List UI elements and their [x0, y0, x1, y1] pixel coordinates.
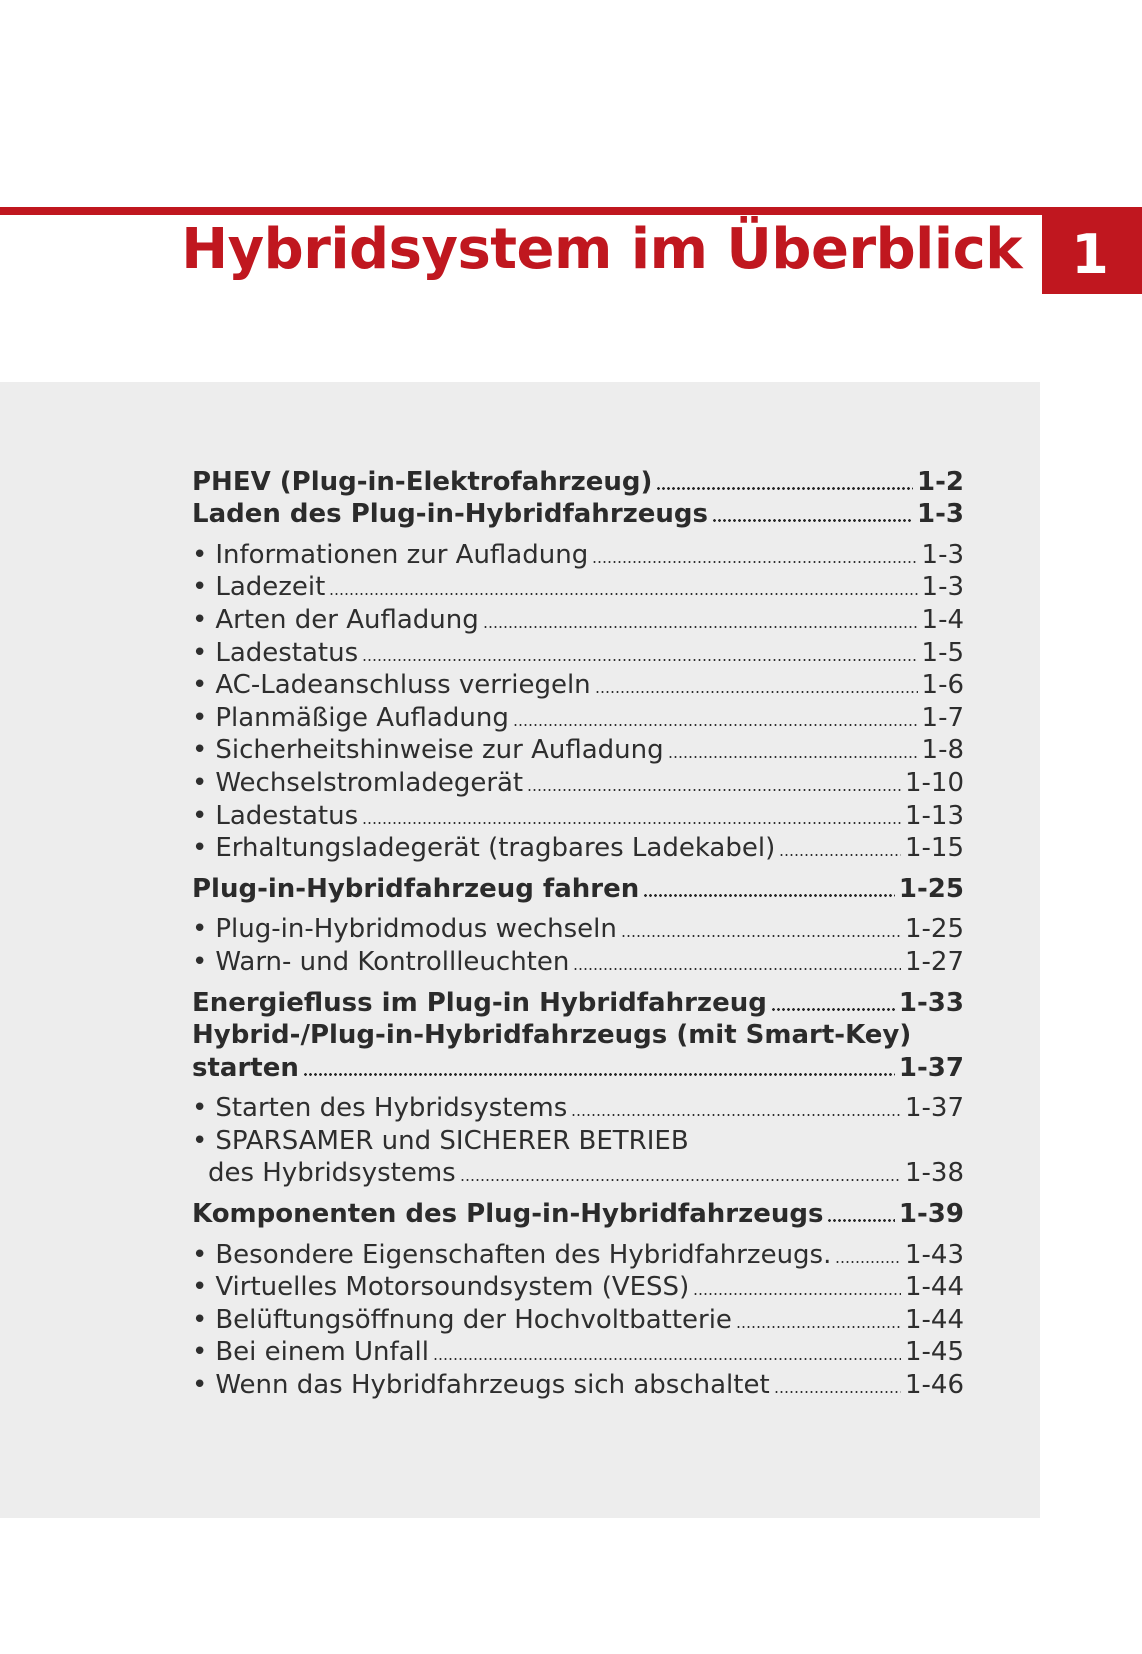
toc-leader-dots — [621, 935, 901, 937]
toc-entry[interactable] — [192, 766, 964, 799]
toc-leader-dots — [329, 593, 917, 595]
toc-entry-page: 1-8 — [921, 735, 964, 766]
toc-entry-label: Belüftungsöffnung der Hochvoltbatterie — [215, 1304, 732, 1335]
toc-entry[interactable] — [192, 1051, 964, 1084]
toc-entry[interactable] — [192, 1271, 964, 1304]
toc-entry-page: 1-15 — [904, 833, 964, 864]
toc-entry[interactable] — [192, 603, 964, 636]
toc-entry-label: Warn- und Kontrollleuchten — [215, 946, 570, 977]
toc-entry[interactable] — [192, 538, 964, 571]
bullet-icon: • — [192, 539, 208, 570]
toc-entry-label: Sicherheitshinweise zur Aufladung — [215, 735, 664, 766]
toc-entry-page: 1-3 — [921, 572, 964, 603]
toc-leader-dots — [643, 894, 895, 897]
toc-leader-dots — [513, 724, 918, 726]
toc-entry-page: 1-45 — [904, 1337, 964, 1368]
toc-leader-dots — [712, 519, 913, 522]
toc-entry-label: Komponenten des Plug-in-Hybridfahrzeugs — [192, 1199, 824, 1230]
toc-entry-label: Virtuelles Motorsoundsystem (VESS) — [215, 1272, 690, 1303]
toc-entry-label: Wenn das Hybridfahrzeugs sich abschaltet — [215, 1370, 770, 1401]
toc-entry-page: 1-44 — [904, 1304, 964, 1335]
toc-entry[interactable] — [192, 1368, 964, 1401]
toc-entry-page: 1-46 — [904, 1370, 964, 1401]
toc-leader-dots — [362, 822, 901, 824]
bullet-icon: • — [192, 1093, 208, 1124]
toc-entry-label: Hybrid-/Plug-in-Hybridfahrzeugs (mit Smart-Key) — [192, 1020, 912, 1051]
toc-entry[interactable] — [192, 669, 964, 702]
toc-entry-label: des Hybridsystems — [208, 1158, 456, 1189]
toc-entry-page: 1-4 — [921, 604, 964, 635]
toc-entry-label: AC-Ladeanschluss verriegeln — [215, 670, 591, 701]
bullet-icon: • — [192, 767, 208, 798]
toc-entry-label: Wechselstromladegerät — [215, 767, 524, 798]
toc-leader-dots — [771, 1008, 895, 1011]
chapter-title: Hybridsystem im Überblick — [181, 217, 1022, 282]
toc-entry[interactable] — [192, 1019, 964, 1052]
bullet-icon: • — [192, 702, 208, 733]
bullet-icon: • — [192, 1272, 208, 1303]
toc-entry-page: 1-25 — [898, 873, 964, 904]
toc-entry[interactable] — [192, 832, 964, 865]
bullet-icon: • — [192, 604, 208, 635]
toc-leader-dots — [736, 1326, 901, 1328]
bullet-icon: • — [192, 946, 208, 977]
toc-entry-label: Planmäßige Aufladung — [215, 702, 509, 733]
table-of-contents — [192, 465, 964, 1401]
bullet-icon: • — [192, 914, 208, 945]
toc-entry-label: Laden des Plug-in-Hybridfahrzeugs — [192, 499, 709, 530]
toc-leader-dots — [303, 1073, 895, 1076]
toc-leader-dots — [527, 789, 901, 791]
toc-leader-dots — [656, 487, 913, 490]
toc-entry-page: 1-43 — [904, 1239, 964, 1270]
toc-leader-dots — [433, 1358, 901, 1360]
toc-entry-page: 1-6 — [921, 670, 964, 701]
toc-entry-label: Starten des Hybridsystems — [215, 1093, 568, 1124]
toc-entry-label: SPARSAMER und SICHERER BETRIEB — [215, 1125, 689, 1156]
toc-entry[interactable] — [192, 498, 964, 531]
toc-entry-page: 1-3 — [921, 539, 964, 570]
toc-entry-page: 1-27 — [904, 946, 964, 977]
toc-entry-label: Ladestatus — [215, 637, 359, 668]
toc-entry-page: 1-38 — [904, 1158, 964, 1189]
toc-entry[interactable] — [192, 1092, 964, 1125]
toc-entry-page: 1-7 — [921, 702, 964, 733]
toc-entry-label: Arten der Aufladung — [215, 604, 479, 635]
toc-entry-label: Plug-in-Hybridfahrzeug fahren — [192, 873, 640, 904]
bullet-icon: • — [192, 1125, 208, 1156]
bullet-icon: • — [192, 1370, 208, 1401]
toc-leader-dots — [779, 854, 901, 856]
toc-entry[interactable] — [192, 636, 964, 669]
bullet-icon: • — [192, 833, 208, 864]
bullet-icon: • — [192, 1239, 208, 1270]
toc-entry-label: starten — [192, 1052, 299, 1083]
toc-entry-page: 1-2 — [917, 466, 964, 497]
toc-leader-dots — [592, 561, 917, 563]
toc-entry-label: Bei einem Unfall — [215, 1337, 429, 1368]
toc-entry[interactable] — [192, 1157, 964, 1190]
toc-entry-page: 1-33 — [898, 987, 964, 1018]
toc-entry-page: 1-39 — [898, 1199, 964, 1230]
toc-entry-label: Ladestatus — [215, 800, 359, 831]
toc-leader-dots — [573, 968, 901, 970]
toc-entry[interactable] — [192, 945, 964, 978]
toc-entry-label: Ladezeit — [215, 572, 326, 603]
toc-leader-dots — [693, 1293, 901, 1295]
toc-leader-dots — [774, 1391, 901, 1393]
toc-entry-page: 1-3 — [917, 499, 964, 530]
toc-entry-page: 1-37 — [898, 1052, 964, 1083]
toc-entry-page: 1-13 — [904, 800, 964, 831]
toc-entry[interactable] — [192, 571, 964, 604]
toc-leader-dots — [595, 691, 918, 693]
toc-entry-page: 1-37 — [904, 1093, 964, 1124]
bullet-icon: • — [192, 800, 208, 831]
toc-entry-page: 1-5 — [921, 637, 964, 668]
toc-entry-label: Energiefluss im Plug-in Hybridfahrzeug — [192, 987, 767, 1018]
toc-entry[interactable] — [192, 701, 964, 734]
toc-entry-label: PHEV (Plug-in-Elektrofahrzeug) — [192, 466, 653, 497]
toc-entry[interactable] — [192, 913, 964, 946]
toc-leader-dots — [827, 1219, 894, 1222]
toc-leader-dots — [483, 626, 918, 628]
toc-entry-page: 1-25 — [904, 914, 964, 945]
toc-entry[interactable] — [192, 734, 964, 767]
toc-entry[interactable] — [192, 872, 964, 905]
toc-entry[interactable] — [192, 1238, 964, 1271]
toc-leader-dots — [668, 756, 918, 758]
toc-entry[interactable] — [192, 799, 964, 832]
bullet-icon: • — [192, 1337, 208, 1368]
toc-entry[interactable] — [192, 1197, 964, 1230]
toc-entry[interactable] — [192, 465, 964, 498]
bullet-icon: • — [192, 1304, 208, 1335]
bullet-icon: • — [192, 637, 208, 668]
toc-entry-page: 1-10 — [904, 767, 964, 798]
toc-entry[interactable] — [192, 1303, 964, 1336]
chapter-number-badge: 1 — [1042, 214, 1142, 294]
toc-entry-label: Informationen zur Aufladung — [215, 539, 589, 570]
toc-entry-label: Erhaltungsladegerät (tragbares Ladekabel) — [215, 833, 776, 864]
toc-entry[interactable] — [192, 986, 964, 1019]
bullet-icon: • — [192, 670, 208, 701]
bullet-icon: • — [192, 735, 208, 766]
toc-entry[interactable] — [192, 1124, 964, 1157]
toc-entry-label: Besondere Eigenschaften des Hybridfahrzeugs. — [215, 1239, 832, 1270]
toc-entry[interactable] — [192, 1336, 964, 1369]
toc-leader-dots — [571, 1114, 901, 1116]
toc-leader-dots — [460, 1179, 901, 1181]
bullet-icon: • — [192, 572, 208, 603]
toc-entry-page: 1-44 — [904, 1272, 964, 1303]
toc-leader-dots — [362, 659, 917, 661]
toc-leader-dots — [835, 1261, 901, 1263]
toc-entry-label: Plug-in-Hybridmodus wechseln — [215, 914, 617, 945]
